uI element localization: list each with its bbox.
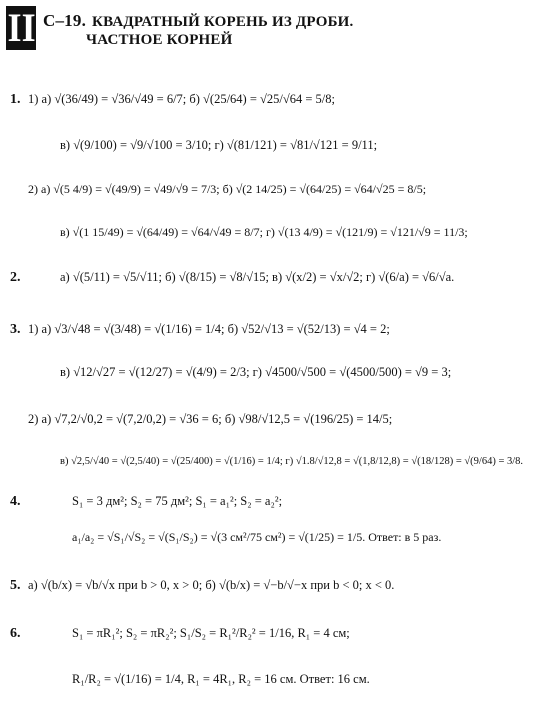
solution-line: R₁/R₂ = √(1/16) = 1/4, R₁ = 4R₁, R₂ = 16 см. Ответ: 16 см. (72, 672, 370, 686)
section-title (43, 12, 354, 49)
task-number-5: 5. (10, 578, 21, 593)
solution-line: S₁ = 3 дм²; S₂ = 75 дм²; S₁ = a₁²; S₂ = a₂²; (72, 494, 283, 508)
solution-line: в) √2,5/√40 = √(2,5/40) = √(25/400) = √(1/16) = 1/4; г) √1.8/√12,8 = √(1,8/12,8) = √(18/128) = √(9/64) = 3/8. (60, 456, 524, 467)
solution-line: 2) а) √(5 4/9) = √(49/9) = √49/√9 = 7/3; б) √(2 14/25) = √(64/25) = √64/√25 = 8/5; (28, 182, 427, 196)
chapter-badge: II (7, 5, 36, 50)
title-line-2: ЧАСТНОЕ КОРНЕЙ (86, 32, 233, 48)
solution-line: 1) а) √(36/49) = √36/√49 = 6/7; б) √(25/64) = √25/√64 = 5/8; (28, 92, 335, 106)
solution-line: в) √(9/100) = √9/√100 = 3/10; г) √(81/121) = √81/√121 = 9/11; (60, 138, 378, 152)
section-code: С–19. (43, 11, 87, 30)
task-number-4: 4. (10, 494, 21, 509)
solution-line: а) √(b/x) = √b/√x при b > 0, x > 0; б) √(b/x) = √−b/√−x при b < 0; x < 0. (28, 578, 395, 592)
solution-line: в) √12/√27 = √(12/27) = √(4/9) = 2/3; г) √4500/√500 = √(4500/500) = √9 = 3; (60, 365, 452, 379)
solution-line: 1) а) √3/√48 = √(3/48) = √(1/16) = 1/4; б) √52/√13 = √(52/13) = √4 = 2; (28, 322, 390, 336)
solution-line: а) √(5/11) = √5/√11; б) √(8/15) = √8/√15; в) √(x/2) = √x/√2; г) √(6/a) = √6/√a. (60, 270, 455, 284)
task-number-3: 3. (10, 322, 21, 337)
solution-line: S₁ = πR₁²; S₂ = πR₂²; S₁/S₂ = R₁²/R₂² = 1/16, R₁ = 4 см; (72, 626, 350, 640)
solution-line: 2) а) √7,2/√0,2 = √(7,2/0,2) = √36 = 6; б) √98/√12,5 = √(196/25) = 14/5; (28, 412, 393, 426)
title-line-1: КВАДРАТНЫЙ КОРЕНЬ ИЗ ДРОБИ. (92, 14, 354, 30)
solution-line: a₁/a₂ = √S₁/√S₂ = √(S₁/S₂) = √(3 см²/75 см²) = √(1/25) = 1/5. Ответ: в 5 раз. (72, 530, 442, 544)
task-number-6: 6. (10, 626, 21, 641)
task-number-2: 2. (10, 270, 21, 285)
solution-line: в) √(1 15/49) = √(64/49) = √64/√49 = 8/7; г) √(13 4/9) = √(121/9) = √121/√9 = 11/3; (60, 225, 468, 239)
task-number-1: 1. (10, 92, 21, 107)
